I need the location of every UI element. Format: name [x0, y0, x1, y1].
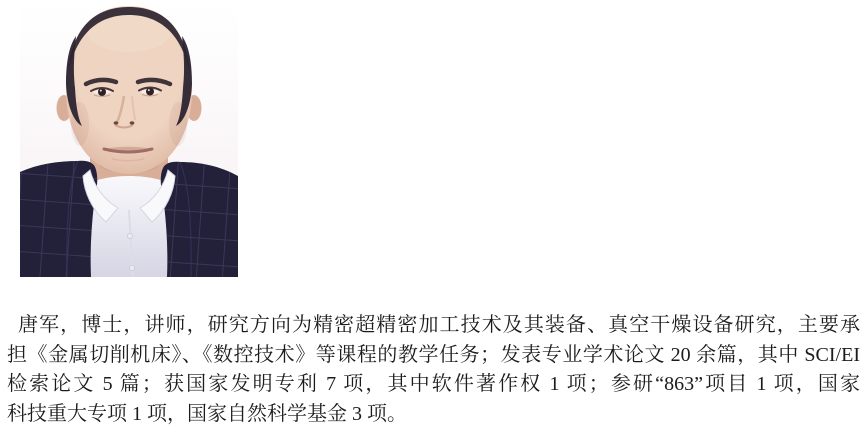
bio-line: 担《金属切削机床》、《数控技术》等课程的教学任务；发表专业学术论文 20 余篇，其中 SCI/EI [7, 343, 860, 366]
bio-line: 检索论文 5 篇；获国家发明专利 7 项，其中软件著作权 1 项；参研“863”项目 1 项，国家 [7, 373, 860, 395]
profile-photo [20, 4, 238, 277]
bio-paragraph [7, 311, 860, 429]
portrait-illustration [20, 4, 238, 277]
bio-line: 唐军，博士，讲师，研究方向为精密超精密加工技术及其装备、真空干燥设备研究，主要承 [18, 314, 860, 336]
bio-line: 科技重大专项 1 项，国家自然科学基金 3 项。 [7, 402, 407, 425]
